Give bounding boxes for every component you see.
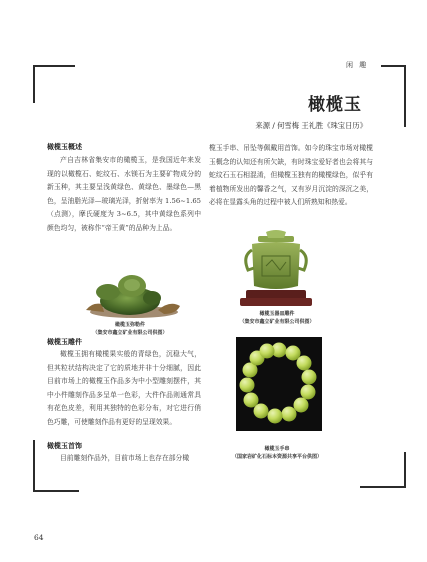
bracelet-photo bbox=[236, 337, 322, 431]
continued-text bbox=[209, 142, 373, 210]
frame-top-left-vertical bbox=[33, 65, 35, 103]
figure-1-title: 橄榄玉弥勒件 bbox=[114, 322, 145, 328]
figure-3-title: 橄榄玉手串 bbox=[264, 446, 290, 452]
figure-3-credit: （国家岩矿化石标本资源共享平台供图） bbox=[231, 453, 322, 460]
buddha-carving-photo bbox=[72, 268, 188, 320]
figure-2-credit: （集安市鑫立矿业有限公司供图） bbox=[239, 318, 315, 325]
jewelry-text bbox=[47, 452, 201, 466]
frame-top-left-horizontal bbox=[33, 65, 75, 67]
jewelry-paragraph: 目前雕刻作品外，目前市场上也存在部分橄 bbox=[60, 454, 190, 462]
overview-text bbox=[47, 154, 201, 236]
jewelry-heading: 橄榄玉首饰 bbox=[47, 441, 82, 450]
frame-top-right-vertical bbox=[404, 65, 406, 127]
figure-1-credit: （集安市鑫立矿业有限公司供图） bbox=[92, 329, 168, 336]
vessel-carving-photo bbox=[236, 230, 316, 308]
article-source: 来源 / 何雪梅 王礼胜《珠宝日历》 bbox=[255, 121, 367, 130]
article-title: 橄榄玉 bbox=[308, 95, 362, 115]
overview-paragraph: 产自吉林省集安市的橄榄玉，是我国近年来发现的以橄榄石、蛇纹石、水镁石为主要矿物成分的新玉种，其主要呈浅黄绿色、黄绿色、墨绿色—黑色，呈油脂光泽—玻璃光泽，折射率为 1.56~1.65（点测），摩氏硬度为 3~6.5，其中黄绿色系列中颜色均匀，被称作“帝王黄”的品种为上品。 bbox=[47, 156, 201, 232]
frame-bottom-right-horizontal bbox=[360, 486, 406, 488]
figure-3-caption bbox=[222, 446, 332, 462]
continued-paragraph: 榄玉手串、吊坠等佩戴用首饰。如今的珠宝市场对橄榄玉概念的认知还有所欠缺，有时珠宝爱好者也会将其与蛇纹石玉石相混淆，但橄榄玉独有的橄榄绿色，似乎有着植物所发出的馨香之气，又有岁月沉淀的深沉之美，必将在显露头角的过程中被人们所熟知和热爱。 bbox=[209, 144, 373, 207]
frame-top-right-horizontal bbox=[381, 65, 406, 67]
overview-heading: 橄榄玉概述 bbox=[47, 142, 82, 151]
figure-2-caption bbox=[222, 311, 332, 327]
section-label: 闲 趣 bbox=[346, 61, 369, 69]
frame-bottom-left-horizontal bbox=[33, 490, 79, 492]
carving-heading: 橄榄玉雕件 bbox=[47, 337, 82, 346]
figure-1-caption bbox=[74, 322, 186, 338]
page-number: 64 bbox=[34, 533, 44, 542]
carving-text bbox=[47, 348, 201, 430]
figure-2-title: 橄榄玉器皿雕件 bbox=[259, 311, 295, 317]
frame-bottom-right-vertical bbox=[404, 452, 406, 487]
frame-bottom-left-vertical bbox=[33, 440, 35, 492]
carving-paragraph: 橄榄玉拥有橄榄果实般的青绿色，沉稳大气，但其粒状结构决定了它的质地并非十分细腻，因此目前市场上的橄榄玉作品多为中小型雕刻摆件，其中小件雕刻作品多呈单一色彩，大件作品则通常具有花色皮差，利用其独特的色彩分布，对它进行俏色巧雕，可使雕刻作品有更好的呈现效果。 bbox=[47, 350, 201, 426]
